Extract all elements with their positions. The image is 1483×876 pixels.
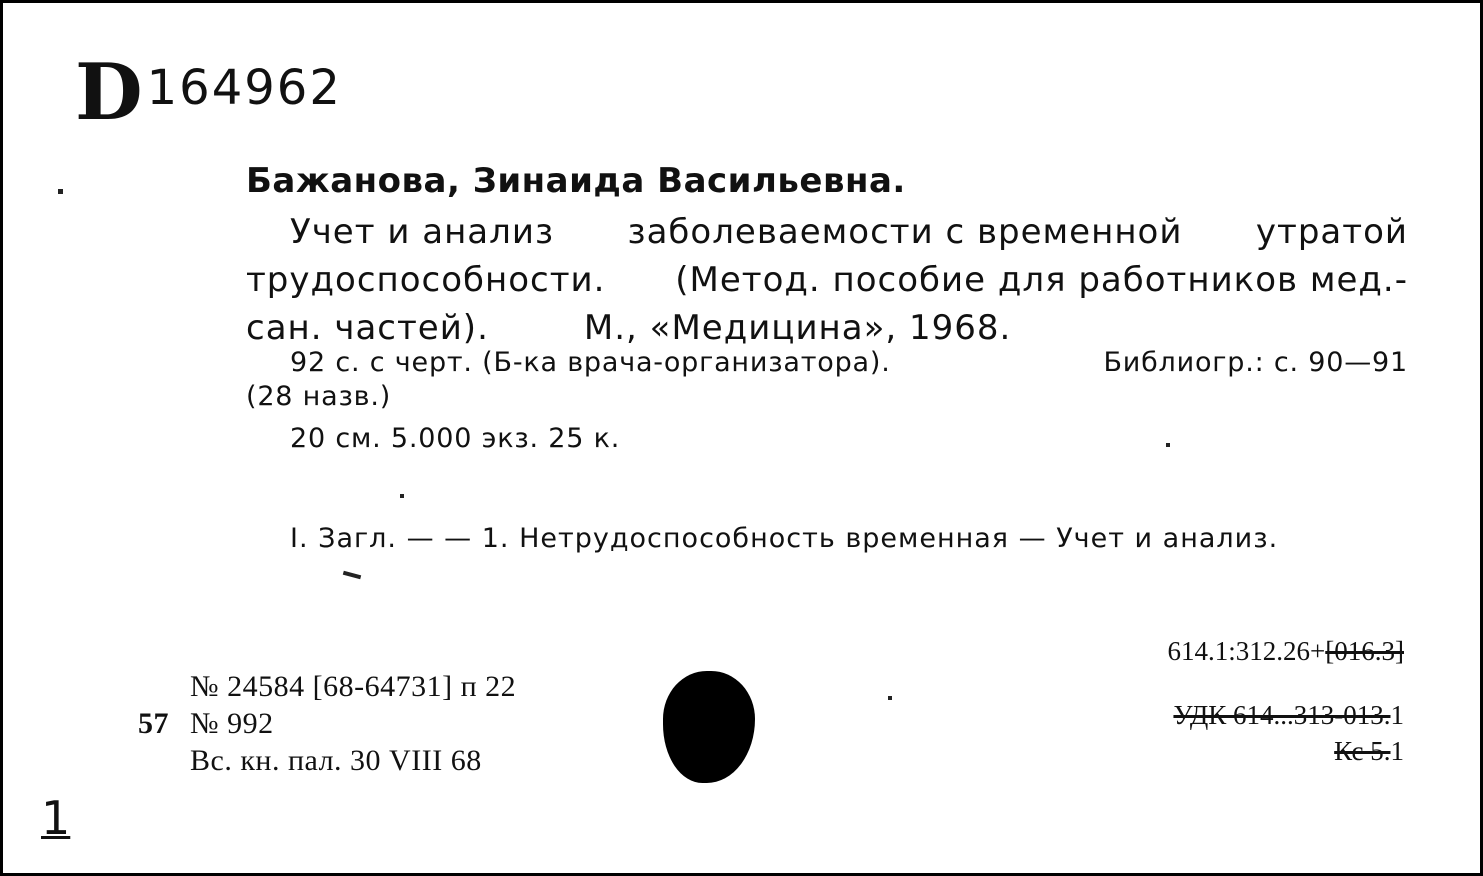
call-number: 164962 [146,60,342,116]
udc-line [1168,633,1404,669]
udc-tail: 1 [1390,736,1404,766]
title-segment: (Метод. пособие для работников мед.- [675,260,1408,300]
handwritten-call-number [75,47,342,138]
size-and-price: 20 см. 5.000 экз. 25 к. [290,423,621,454]
chamber-date: Вс. кн. пал. 30 VIII 68 [190,744,482,777]
bibliography-count: (28 назв.) [246,381,392,412]
call-prefix-stamp: D [75,47,143,138]
publication-info: М., «Медицина», 1968. [583,308,1012,348]
title-line-1 [246,208,1408,256]
bibliography-note: Библиогр.: с. 90—91 [1103,347,1408,378]
stray-dot [888,696,892,700]
accession-block [138,668,516,779]
udc-tail: 1 [1390,700,1404,730]
title-segment: сан. частей). [246,308,489,348]
stray-dot [1166,443,1170,447]
handwritten-corner-digit: 1 [41,791,71,845]
udc-line [1168,697,1404,733]
stray-dot [58,189,63,194]
order-line [138,668,516,705]
udc-struck: УДК 614...313-013. [1173,700,1391,730]
order-line [138,705,516,742]
date-line [138,742,516,779]
title-segment: заболеваемости с временной [627,212,1183,252]
title-statement [246,208,1408,352]
collation-pages: 92 с. с черт. (Б-ка врача-организатора). [290,347,891,378]
ink-blot [663,671,755,783]
author-heading: Бажанова, Зинаида Васильевна. [246,161,906,201]
udc-classification [1168,633,1404,769]
title-line-2 [246,256,1408,304]
order-number-2: № 992 [190,707,274,740]
stray-mark [343,571,361,580]
title-segment: трудоспособности. [246,260,606,300]
udc-struck: [016.3] [1325,636,1404,666]
title-segment: Учет и анализ [290,212,555,252]
collation-block [246,346,1408,456]
collation-row [246,380,1408,414]
collation-row [246,346,1408,380]
shelf-mark: 57 [138,707,169,740]
title-line-3 [246,304,1408,352]
collation-row [246,422,1408,456]
udc-main: 614.1:312.26+ [1167,636,1326,666]
stray-dot [400,494,404,498]
udc-struck: Кс 5. [1334,736,1391,766]
subject-tracing: I. Загл. — — 1. Нетрудоспособность временная — Учет и анализ. [290,523,1279,554]
order-number: № 24584 [68-64731] п 22 [190,670,517,703]
udc-line [1168,733,1404,769]
title-segment: утратой [1255,212,1408,252]
